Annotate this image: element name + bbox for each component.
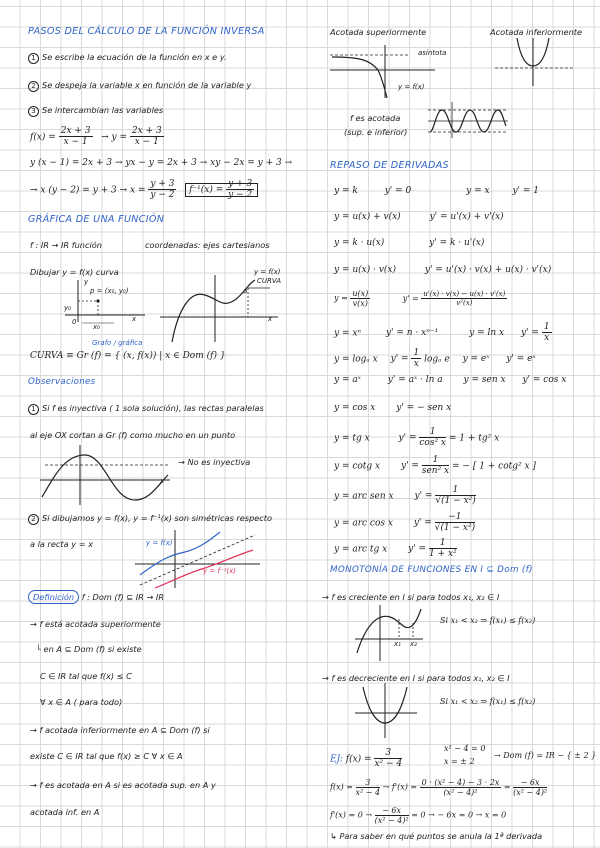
numerator: 3	[356, 778, 381, 788]
step-1-text: Se escribe la ecuación de la función en x e y.	[42, 52, 227, 62]
denominator: x	[413, 359, 419, 370]
observation-1b: al eje OX cortan a Gr (f) como mucho en un punto	[30, 430, 236, 440]
derivative: y' = n · xⁿ⁻¹	[385, 328, 439, 339]
function: y = aˣ	[334, 375, 361, 385]
example-3	[330, 806, 506, 825]
definition-badge: Definición	[28, 590, 79, 604]
derivative-label: y' =	[398, 433, 417, 444]
decreasing-graph	[355, 683, 420, 738]
y-label: y	[84, 278, 89, 286]
function: y =	[334, 293, 348, 303]
denominator: v(x)	[352, 299, 368, 309]
numerator: y + 3	[228, 179, 253, 189]
graph-function: f : IR → IR función	[30, 240, 102, 250]
bounded-wave-graph	[428, 102, 513, 138]
heading-observations: Observaciones	[28, 377, 96, 387]
function: y = logₐ x	[334, 354, 378, 365]
yfx-label: y = f(x)	[398, 83, 425, 91]
example-2	[330, 778, 547, 797]
numerator: 1	[429, 538, 457, 549]
derivative: y' = aˣ · ln a	[387, 375, 443, 385]
function: y = sen x	[463, 375, 506, 385]
point-label: p = (x₀, y₀)	[90, 287, 129, 295]
origin-label: 0	[72, 318, 77, 326]
inverse-label: y = f⁻¹(x)	[203, 567, 237, 575]
curve-label: y = f(x)	[254, 268, 281, 276]
def-bounded-inf: acotada inf. en A	[30, 807, 100, 817]
numerator: 1	[422, 455, 449, 466]
denominator: x − 1	[134, 137, 159, 148]
decreasing-def: → f es decreciente en I si para todos x₁, x₂ ∈ I	[322, 673, 510, 683]
number-circle: 2	[28, 514, 39, 525]
number-circle: 1	[28, 53, 39, 64]
point-p	[96, 299, 99, 302]
wave-curve	[42, 455, 168, 500]
derivative-row	[334, 187, 539, 196]
graph-coordinates: coordenadas: ejes cartesianos	[145, 240, 270, 250]
derivative-zero: f'(x) = 0	[330, 810, 363, 820]
identity: = − [ 1 + cotg² x ]	[452, 461, 536, 472]
injectivity-graph	[40, 445, 180, 505]
bounded-sup-inf: (sup. e inferior)	[344, 127, 408, 137]
derivative-arrow: → f'(x) =	[382, 782, 418, 792]
derivative: y' = 0	[384, 186, 412, 196]
fraction	[422, 455, 449, 477]
derivative: y' = cos x	[522, 375, 567, 385]
number-circle: 2	[28, 81, 39, 92]
example-equation-2: x = ± 2	[444, 757, 475, 766]
numerator: y + 3	[150, 179, 175, 189]
not-injective-label: → No es inyectiva	[178, 457, 251, 467]
function: y = arc sen x	[334, 491, 394, 502]
a-label: a	[243, 287, 248, 295]
derivative-row	[334, 239, 484, 248]
derivative: y' = eˣ	[506, 354, 536, 365]
denominator: 1 + x²	[428, 549, 457, 560]
y0-label: y₀	[64, 304, 71, 312]
observation-2a	[28, 514, 272, 525]
fraction	[59, 126, 93, 148]
fx-label: f(x) =	[345, 754, 372, 765]
def-exists-below: existe C ∈ IR tal que f(x) ≥ C ∀ x ∈ A	[30, 751, 183, 761]
denominator: v²(x)	[456, 299, 473, 308]
derivative: y' = 1	[512, 186, 539, 196]
graph-draw: Dibujar y = f(x) curva	[30, 267, 119, 277]
example-label: EJ:	[330, 754, 343, 765]
function: y = u(x) + v(x)	[334, 212, 401, 222]
numerator: 0 · (x² − 4) − 3 · 2x	[421, 778, 500, 787]
denominator: x² − 4	[374, 759, 403, 770]
fraction	[374, 748, 402, 770]
numerator: u(x)	[352, 289, 369, 298]
derivative-row	[334, 485, 476, 507]
numerator: − 6x	[513, 778, 547, 788]
def-condition: C ∈ IR tal que f(x) ≤ C	[40, 671, 132, 681]
numerator: 1	[413, 348, 420, 358]
denominator: x − 1	[63, 137, 88, 148]
numerator: 1	[435, 485, 475, 496]
example-1	[330, 748, 402, 770]
derivative-label: y' =	[401, 461, 419, 472]
number-circle: 1	[28, 404, 39, 415]
denominator: (x² − 4)²	[513, 788, 548, 798]
bounded-below-graph	[495, 38, 575, 88]
log-factor: logₐ e	[424, 354, 450, 365]
def-forall: ∀ x ∈ A ( para todo)	[40, 697, 123, 707]
function: y = u(x) · v(x)	[334, 265, 397, 275]
definition-line	[28, 593, 164, 601]
bounded-above-title: Acotada superiormente	[330, 27, 427, 37]
observation-1a	[28, 404, 264, 415]
fraction	[130, 126, 164, 148]
function: y = arc tg x	[334, 544, 388, 555]
x-label: x	[132, 315, 137, 323]
curve-definition: CURVA ≡ Gr (f) = { (x, f(x)) | x ∈ Dom (f) }	[30, 351, 226, 361]
derivative-label: y' =	[390, 354, 409, 365]
curve-word: CURVA	[257, 277, 281, 285]
numerator: 1	[419, 427, 446, 438]
step-1	[28, 53, 227, 64]
step-2	[28, 81, 251, 92]
heading-derivatives: REPASO DE DERIVADAS	[330, 160, 449, 171]
denominator: cos² x	[419, 438, 447, 449]
function: y = cotg x	[334, 461, 381, 472]
fraction	[375, 806, 409, 825]
definition-text: f : Dom (f) ⊆ IR → IR	[81, 592, 165, 602]
fx-label: f(x) =	[330, 782, 353, 792]
denominator: y − 2	[150, 190, 175, 201]
derivative-row	[334, 376, 566, 385]
graph-annotation: Grafo / gráfica	[92, 339, 143, 347]
fraction	[435, 512, 475, 534]
fraction	[226, 179, 254, 201]
def-bounded: → f es acotada en A si es acotada sup. en A y	[30, 780, 216, 790]
derivative-row	[334, 512, 475, 534]
obs1a-text: Si f es inyectiva ( 1 sola solución), las rectas paralelas	[42, 403, 264, 413]
example-domain: → Dom (f) = IR − { ± 2 }	[494, 751, 597, 760]
derivative: y' = k · u'(x)	[429, 238, 485, 248]
derivative-row	[334, 266, 551, 275]
curve	[332, 57, 387, 98]
increasing-graph	[355, 605, 425, 661]
function: y = k	[334, 186, 358, 196]
observation-2b: a la recta y = x	[30, 539, 94, 549]
solution: = 0 → − 6x = 0 → x = 0	[411, 810, 507, 820]
increasing-def: → f es creciente en I si para todos x₁, x₂ ∈ I	[322, 592, 500, 602]
fraction	[513, 778, 547, 797]
x-label-3: x	[160, 477, 165, 485]
numerator: 2x + 3	[60, 126, 91, 136]
inverse-label: f⁻¹(x) =	[189, 185, 224, 196]
obs2a-text: Si dibujamos y = f(x), y = f⁻¹(x) son simétricas respecto	[42, 513, 273, 523]
numerator: − 6x	[375, 806, 409, 816]
numerator: 2x + 3	[131, 126, 162, 136]
x-label-2: x	[268, 315, 273, 323]
equals: =	[503, 782, 511, 792]
step-2-text: Se despeja la variable x en función de la variable y	[42, 80, 252, 90]
fraction	[429, 538, 457, 560]
fraction	[435, 485, 475, 507]
numerator: u'(x) · v(x) − u(x) · v'(x)	[423, 290, 506, 299]
denominator: (x² − 4)²	[443, 788, 478, 798]
function: y = ln x	[469, 328, 505, 339]
example-equation-1: x² − 4 = 0	[444, 744, 486, 753]
fx-label: f(x) =	[30, 132, 56, 143]
derivative-row	[334, 348, 536, 370]
denominator: x	[544, 333, 550, 344]
x1-label: x₁	[394, 640, 401, 648]
inverse-result-box	[185, 179, 258, 201]
step-3	[28, 106, 163, 117]
def-exists: └ en A ⊆ Dom (f) si existe	[36, 644, 142, 654]
fraction	[419, 427, 446, 449]
function: y = xⁿ	[334, 328, 362, 339]
derivative-row	[334, 289, 507, 308]
fraction	[356, 778, 381, 797]
fraction	[542, 322, 552, 344]
decreasing-condition: Si x₁ < x₂ ⇒ f(x₁) ≤ f(x₂)	[440, 697, 536, 706]
fraction	[420, 778, 502, 797]
bounded-below-title: Acotada inferiormente	[490, 27, 583, 37]
derivative-label: y' =	[402, 293, 419, 303]
denominator: y − 2	[228, 190, 253, 201]
formula-line-3	[30, 179, 258, 201]
number-circle: 3	[28, 106, 39, 117]
numerator: −1	[435, 512, 475, 523]
arrow-y: → y =	[101, 132, 127, 143]
heading-monotony: MONOTONÍA DE FUNCIONES EN I ⊆ Dom (f)	[330, 565, 533, 575]
derivative: y' = − sen x	[396, 403, 452, 413]
increasing-condition: Si x₁ < x₂ ⇒ f(x₁) ≤ f(x₂)	[440, 616, 536, 625]
function: y = k · u(x)	[334, 238, 385, 248]
function-label: y = f(x)	[146, 539, 173, 547]
identity: = 1 + tg² x	[448, 433, 500, 444]
derivative-label: y' =	[413, 518, 432, 529]
denominator: √(1 − x²)	[435, 496, 476, 507]
derivative: y' = u'(x) + v'(x)	[429, 212, 504, 222]
function: y = cos x	[334, 403, 376, 413]
formula-line-2: y (x − 1) = 2x + 3 → yx − y = 2x + 3 → xy − 2x = y + 3 →	[30, 158, 293, 168]
derivative-row	[334, 213, 504, 222]
derivative-label: y' =	[408, 544, 427, 555]
derivative-row	[334, 538, 457, 560]
step-3-text: Se intercambian las variables	[42, 105, 164, 115]
formula-fx	[30, 126, 164, 148]
denominator: (x² − 4)²	[374, 816, 409, 826]
heading-inverse-function: PASOS DEL CÁLCULO DE LA FUNCIÓN INVERSA	[28, 26, 265, 37]
derivative-row	[334, 427, 499, 449]
heading-graph: GRÁFICA DE UNA FUNCIÓN	[28, 214, 165, 225]
denominator: sen² x	[421, 466, 450, 477]
note-first-derivative: ↳ Para saber en qué puntos se anula la 1ª derivada	[330, 831, 543, 841]
fraction	[421, 290, 507, 307]
fraction	[148, 179, 176, 201]
numerator: 3	[374, 748, 402, 759]
function: y = arc cos x	[334, 518, 393, 529]
derivative: y' = u'(x) · v(x) + u(x) · v'(x)	[424, 265, 552, 275]
derivative-row	[334, 322, 552, 344]
line3-text: → x (y − 2) = y + 3 → x =	[30, 185, 146, 196]
derivative-label: y' =	[414, 491, 433, 502]
fraction	[350, 289, 370, 308]
function: y = tg x	[334, 433, 370, 444]
derivative-row	[334, 404, 451, 413]
fraction	[411, 348, 421, 370]
bounded-label: f es acotada	[350, 113, 401, 123]
x2-label: x₂	[410, 640, 417, 648]
function: y = eˣ	[462, 354, 490, 365]
derivative-label: y' =	[520, 328, 539, 339]
arrow: →	[365, 810, 373, 820]
numerator: 1	[543, 322, 550, 332]
denominator: x² − 4	[355, 788, 381, 798]
function: y = x	[466, 186, 490, 196]
denominator: √(1 − x²)	[434, 523, 476, 534]
def-bounded-above: → f está acotada superiormente	[30, 619, 161, 629]
x0-label: x₀	[93, 323, 100, 331]
asymptote-label: asíntota	[418, 49, 447, 57]
def-bounded-below: → f acotada inferiormente en A ⊆ Dom (f) si	[30, 725, 210, 735]
derivative-row	[334, 455, 536, 477]
